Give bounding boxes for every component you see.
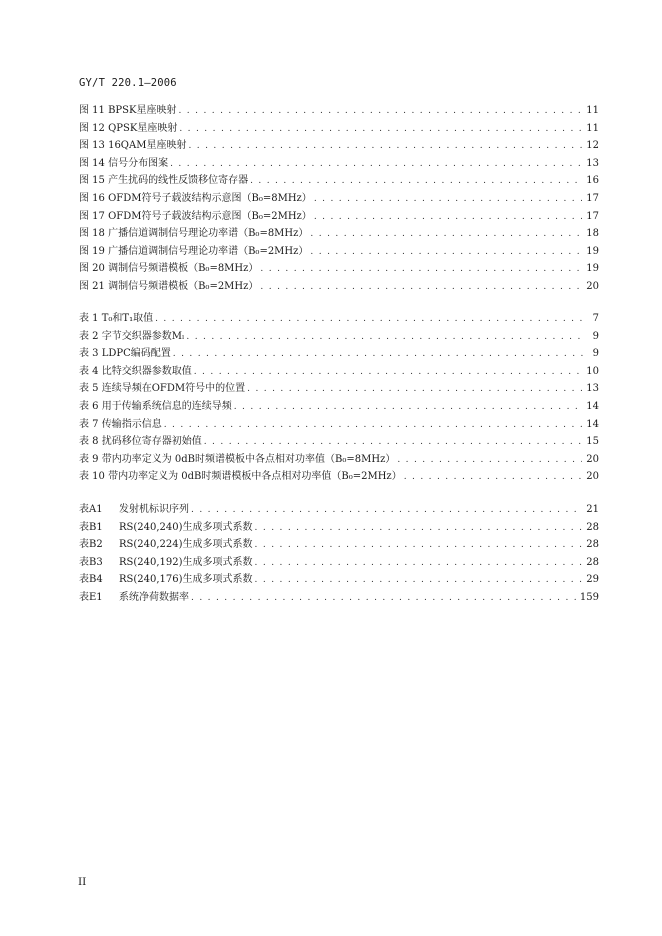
dot-leader <box>179 124 582 134</box>
toc-entry-label: RS(240,192)生成多项式系数 <box>119 556 253 568</box>
toc-entry[interactable] <box>79 500 599 518</box>
toc-entry-page: 14 <box>586 418 599 430</box>
figure-list <box>79 101 599 295</box>
toc-entry-page: 159 <box>579 591 599 603</box>
toc-entry-page: 17 <box>586 210 599 222</box>
toc-entry-number: 表A1 <box>79 504 103 515</box>
toc-entry-page: 9 <box>592 330 599 342</box>
toc-entry[interactable] <box>79 119 599 137</box>
toc-entry-page: 11 <box>586 122 599 134</box>
dot-leader <box>173 349 585 359</box>
toc-entry-label: 图 19 广播信道调制信号理论功率谱（B₀=2MHz） <box>79 245 309 257</box>
toc-entry[interactable] <box>79 309 599 327</box>
toc-entry-label: 表 6 用于传输系统信息的连续导频 <box>79 400 232 412</box>
dot-leader <box>188 141 582 151</box>
dot-leader <box>155 314 585 324</box>
toc-entry-label: 表 2 字节交织器参数Mₗ <box>79 330 185 342</box>
toc-entry-label: 表 9 带内功率定义为 0dB时频谱模板中各点相对功率值（B₀=8MHz） <box>79 453 396 465</box>
toc-entry-number: 表E1 <box>79 591 103 603</box>
toc-entry-label: 表 3 LDPC编码配置 <box>79 348 171 360</box>
dot-leader <box>404 472 583 482</box>
toc-entry-page: 11 <box>586 105 599 116</box>
toc-entry-label: 图 18 广播信道调制信号理论功率谱（B₀=8MHz） <box>79 228 309 240</box>
toc-entry-page: 19 <box>586 263 599 275</box>
dot-leader <box>170 159 582 169</box>
toc-entry-label: 图 17 OFDM符号子载波结构示意图（B₀=2MHz） <box>79 210 312 222</box>
toc-entry-page: 13 <box>586 383 599 395</box>
dot-leader <box>260 264 582 274</box>
dot-leader <box>191 593 576 603</box>
toc-entry-label: 图 12 QPSK星座映射 <box>79 122 178 134</box>
toc-entry[interactable] <box>79 327 599 345</box>
toc-entry[interactable] <box>79 467 599 485</box>
dot-leader <box>164 420 583 430</box>
toc-entry-label: 表 10 带内功率定义为 0dB时频谱模板中各点相对功率值（B₀=2MHz） <box>79 471 402 483</box>
toc-entry-label: RS(240,224)生成多项式系数 <box>119 539 253 551</box>
toc-entry-label: 图 21 调制信号频谱模板（B₀=2MHz） <box>79 280 259 292</box>
toc-entry-page: 19 <box>586 245 599 257</box>
toc-entry-page: 20 <box>586 453 599 465</box>
toc-entry-page: 7 <box>592 313 599 324</box>
toc-entry-label: 发射机标识序列 <box>119 504 189 515</box>
dot-leader <box>186 332 585 342</box>
toc-entry[interactable] <box>79 242 599 260</box>
appendix-table-list <box>79 500 599 606</box>
toc-entry-number: 表B4 <box>79 574 103 586</box>
toc-entry-page: 18 <box>586 228 599 240</box>
toc-entry[interactable] <box>79 535 599 553</box>
toc-entry-page: 21 <box>586 504 599 515</box>
toc-entry-page: 14 <box>586 400 599 412</box>
toc-entry-label: 图 15 产生扰码的线性反馈移位寄存器 <box>79 175 249 187</box>
toc-entry-number: 表B1 <box>79 521 103 533</box>
toc-entry[interactable] <box>79 277 599 295</box>
toc-entry-page: 15 <box>586 436 599 448</box>
dot-leader <box>310 247 582 257</box>
dot-leader <box>194 367 583 377</box>
toc-entry-label: 图 13 16QAM星座映射 <box>79 140 187 152</box>
toc-entry-label: 系统净荷数据率 <box>119 591 189 603</box>
dot-leader <box>255 558 583 568</box>
toc-entry[interactable] <box>79 588 599 606</box>
toc-entry-label: 图 16 OFDM符号子载波结构示意图（B₀=8MHz） <box>79 192 312 204</box>
dot-leader <box>255 540 583 550</box>
toc-entry[interactable] <box>79 362 599 380</box>
toc-entry[interactable] <box>79 397 599 415</box>
toc-entry-label: 图 20 调制信号频谱模板（B₀=8MHz） <box>79 263 259 275</box>
dot-leader <box>250 176 582 186</box>
toc-entry[interactable] <box>79 259 599 277</box>
toc-entry-label: 表 8 扰码移位寄存器初始值 <box>79 436 202 448</box>
dot-leader <box>310 229 582 239</box>
toc-entry-page: 16 <box>586 175 599 187</box>
toc-entry-number: 表B3 <box>79 556 103 568</box>
toc-entry-page: 13 <box>586 157 599 169</box>
toc-entry[interactable] <box>79 154 599 172</box>
toc-entry[interactable] <box>79 379 599 397</box>
toc-entry-page: 28 <box>586 521 599 533</box>
toc-entry[interactable] <box>79 171 599 189</box>
dot-leader <box>314 194 582 204</box>
dot-leader <box>204 437 583 447</box>
toc-entry-page: 28 <box>586 556 599 568</box>
dot-leader <box>260 282 582 292</box>
toc-entry-label: 表 1 T₀和T₁取值 <box>79 313 154 324</box>
toc-entry-page: 9 <box>592 348 599 360</box>
toc-entry[interactable] <box>79 432 599 450</box>
toc-entry[interactable] <box>79 553 599 571</box>
dot-leader <box>255 523 583 533</box>
toc-entry-page: 10 <box>586 365 599 377</box>
page-number-footer: II <box>78 876 87 888</box>
toc-entry[interactable] <box>79 224 599 242</box>
table-list <box>79 309 599 485</box>
toc-entry[interactable] <box>79 189 599 207</box>
document-id-header: GY/T 220.1—2006 <box>79 77 177 89</box>
toc-entry-label: 表 5 连续导频在OFDM符号中的位置 <box>79 383 246 395</box>
toc-entry-page: 20 <box>586 280 599 292</box>
toc-entry-page: 29 <box>586 574 599 586</box>
toc-entry-label: 图 11 BPSK星座映射 <box>79 105 177 116</box>
dot-leader <box>397 455 582 465</box>
toc-entry[interactable] <box>79 101 599 119</box>
toc-entry[interactable] <box>79 136 599 154</box>
dot-leader <box>314 212 582 222</box>
toc-entry[interactable] <box>79 415 599 433</box>
toc-entry[interactable] <box>79 570 599 588</box>
toc-entry[interactable] <box>79 344 599 362</box>
toc-entry-page: 12 <box>586 140 599 152</box>
toc-entry-label: RS(240,240)生成多项式系数 <box>119 521 253 533</box>
toc-entry-label: 表 7 传输指示信息 <box>79 418 162 430</box>
toc-entry-page: 20 <box>586 471 599 483</box>
dot-leader <box>178 106 582 116</box>
toc-entry[interactable] <box>79 207 599 225</box>
dot-leader <box>191 505 582 515</box>
dot-leader <box>247 384 582 394</box>
dot-leader <box>255 575 583 585</box>
toc-entry-label: 表 4 比特交织器参数取值 <box>79 365 192 377</box>
toc-entry-page: 17 <box>586 192 599 204</box>
toc-entry[interactable] <box>79 518 599 536</box>
dot-leader <box>234 402 583 412</box>
toc-entry-number: 表B2 <box>79 539 103 551</box>
toc-entry-page: 28 <box>586 539 599 551</box>
toc-entry[interactable] <box>79 450 599 468</box>
toc-entry-label: RS(240,176)生成多项式系数 <box>119 574 253 586</box>
toc-entry-label: 图 14 信号分布图案 <box>79 157 169 169</box>
